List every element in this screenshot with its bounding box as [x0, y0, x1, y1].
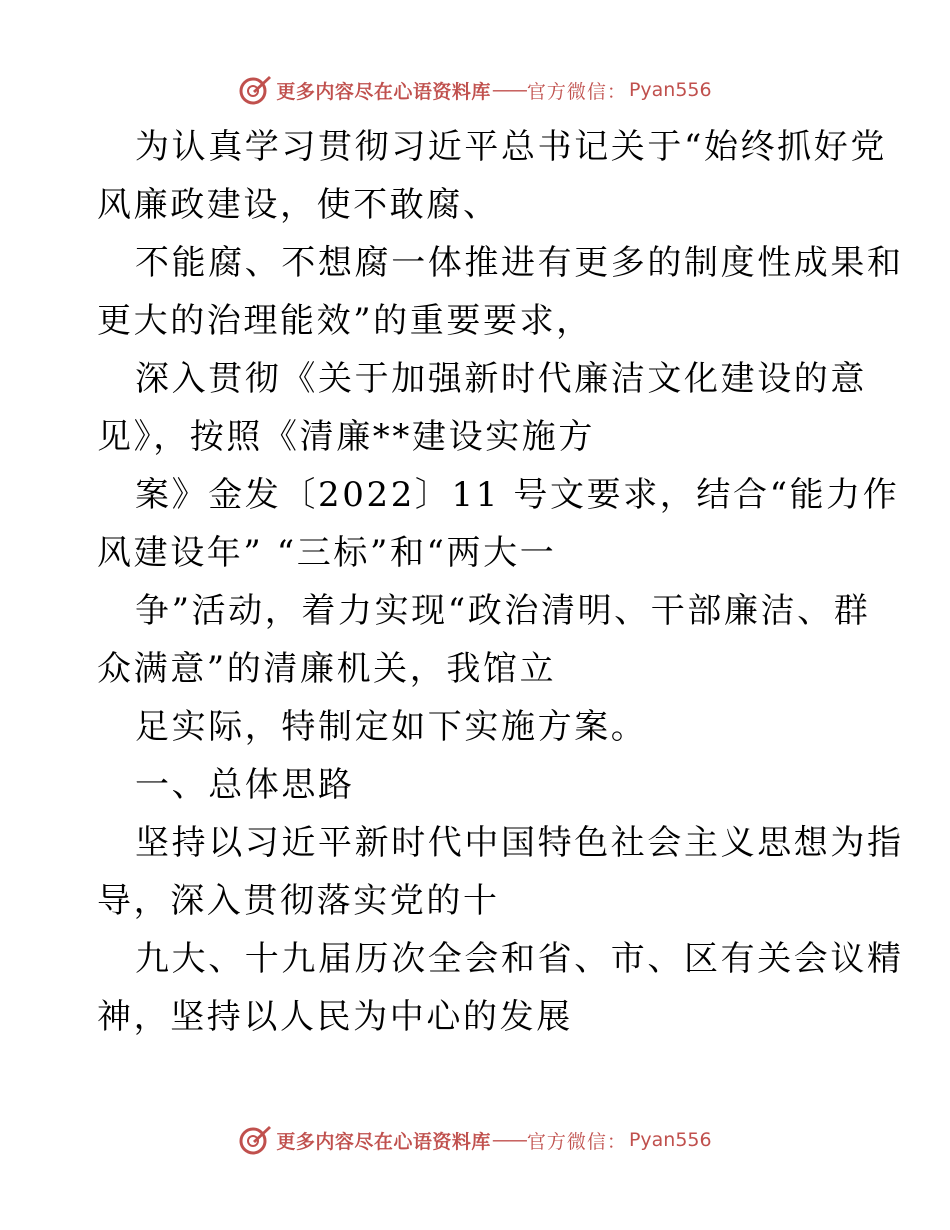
text-line: 为认真学习贯彻习近平总书记关于“始终抓好党	[135, 127, 887, 167]
text-line: 争”活动，着力实现“政治清明、干部廉洁、群	[135, 591, 871, 631]
banner-main-text: 更多内容尽在心语资料库	[276, 80, 491, 103]
text-line: 案》金发〔2022〕11 号文要求，结合“能力作	[135, 475, 900, 515]
text-line: 坚持以习近平新时代中国特色社会主义思想为指	[135, 823, 904, 863]
text-line: 不能腐、不想腐一体推进有更多的制度性成果和	[135, 243, 904, 283]
banner-wechat-label: 官方微信：	[526, 80, 627, 103]
text-line: 导，深入贯彻落实党的十	[97, 881, 500, 921]
footer-banner	[0, 1122, 950, 1158]
header-banner	[0, 72, 950, 108]
text-line: 风建设年” “三标”和“两大一	[97, 533, 557, 573]
banner-wechat-label: 官方微信：	[526, 1130, 627, 1153]
text-line: 深入贯彻《关于加强新时代廉洁文化建设的意	[135, 359, 867, 399]
text-line: 九大、十九届历次全会和省、市、区有关会议精	[135, 939, 904, 979]
text-line: 风廉政建设，使不敢腐、	[97, 185, 500, 225]
text-line: 足实际，特制定如下实施方案。	[135, 707, 648, 747]
banner-dash: ——	[491, 79, 526, 101]
pen-logo-icon	[238, 1123, 272, 1157]
banner-wechat-id: Pyan556	[628, 79, 712, 101]
text-line: 神，坚持以人民为中心的发展	[97, 997, 573, 1037]
text-line: 更大的治理能效”的重要要求，	[97, 301, 593, 341]
text-line: 众满意”的清廉机关，我馆立	[97, 649, 557, 689]
document-body	[97, 118, 904, 1046]
pen-logo-icon	[238, 73, 272, 107]
banner-wechat-id: Pyan556	[628, 1129, 712, 1151]
banner-main-text: 更多内容尽在心语资料库	[276, 1130, 491, 1153]
banner-dash: ——	[491, 1129, 526, 1151]
text-line: 见》，按照《清廉**建设实施方	[97, 417, 595, 457]
text-line: 一、总体思路	[135, 765, 355, 805]
